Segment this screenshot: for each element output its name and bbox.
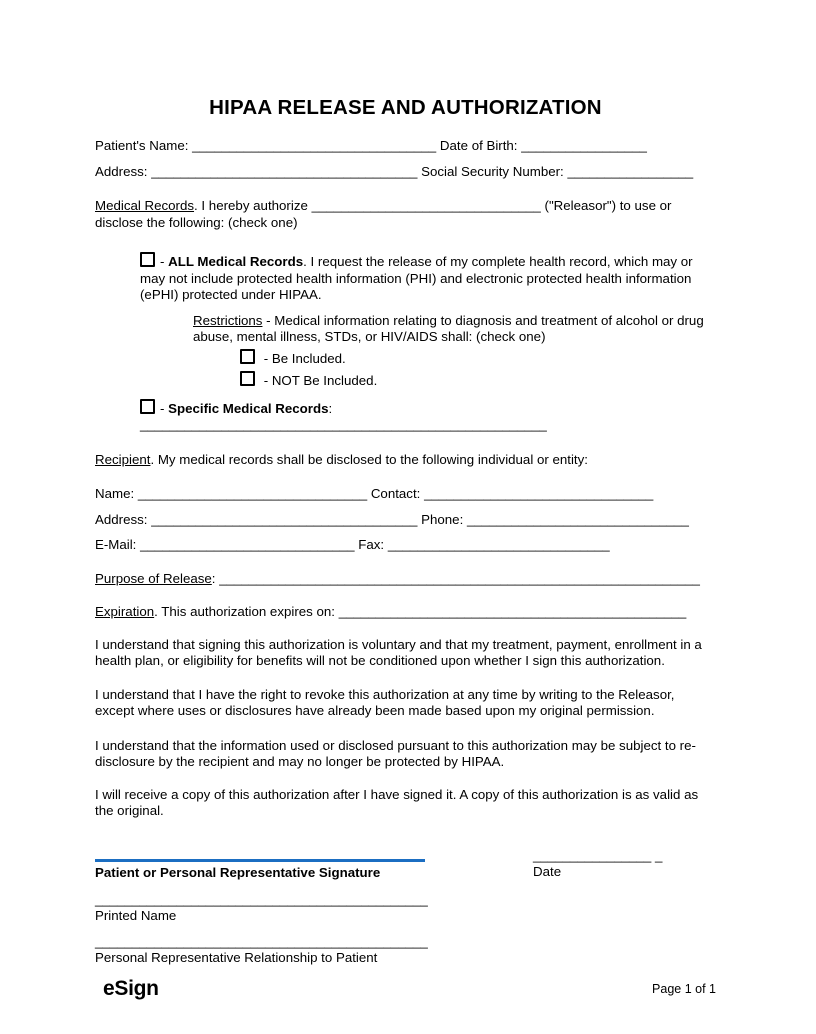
expiration-heading: Expiration [95,604,155,619]
patient-identity-row [95,138,716,155]
restriction-option-not-included [240,371,716,390]
all-medical-records-text: . I request the release of my complete health record, which may or may not include protected health information (PHI) and electronic protected health information (ePHI) protected under HIPAA. [140,254,693,302]
dob-blank: _________________ [521,138,647,153]
recipient-phone-label: Phone: [421,511,464,527]
relationship-blank: _____________________________________________ [95,933,428,949]
recipient-lead: . My medical records shall be disclosed to the following individual or entity: [150,451,588,467]
signature-label: Patient or Personal Representative Signature [95,864,381,880]
patient-name-blank: _________________________________ [192,138,437,153]
patient-name-label: Patient's Name: [95,138,189,153]
medical-records-heading: Medical Records [95,198,195,213]
page-footer [95,976,716,1000]
purpose-heading: Purpose of Release [95,570,212,586]
printed-name-label: Printed Name [95,907,177,923]
recipient-address-label: Address: [95,511,148,527]
signature-section [95,848,716,881]
recipient-address-blank: ____________________________________ [151,511,418,527]
recipient-name-row [95,486,716,503]
specific-medical-records-dash: - [160,400,169,416]
specific-medical-records-colon: : [328,400,333,416]
voluntary-paragraph: I understand that signing this authorization is voluntary and that my treatment, payment, enrollment in a health plan, or eligibility for benefits will not be conditioned upon whether I sign this authorization. [95,636,702,668]
page-title: HIPAA RELEASE AND AUTHORIZATION [209,96,602,119]
purpose-row [95,571,716,588]
specific-medical-records-option [140,399,700,434]
not-be-included-checkbox[interactable] [240,371,255,386]
patient-address-row [95,164,716,181]
restrictions-paragraph [193,313,716,346]
restriction-option-included [240,349,716,368]
copy-paragraph: I will receive a copy of this authorization after I have signed it. A copy of this authorization is as valid as the original. [95,786,699,818]
recipient-contact-blank: _______________________________ [424,486,654,501]
not-be-included-label: - NOT Be Included. [263,372,378,388]
address-label: Address: [95,163,148,179]
date-column [533,848,662,881]
recipient-fax-blank: ______________________________ [387,537,610,552]
expiration-lead: . This authorization expires on: [154,604,335,619]
recipient-contact-label: Contact: [370,486,421,501]
address-blank: ____________________________________ [151,163,418,179]
specific-medical-records-checkbox[interactable] [140,399,155,414]
recipient-email-label: E-Mail: [95,537,137,552]
recipient-paragraph [95,452,716,469]
specific-medical-records-label: Specific Medical Records [168,400,329,416]
signature-column [95,848,425,881]
signature-line[interactable] [95,859,425,862]
recipient-email-blank: _____________________________ [140,537,355,552]
medical-records-tail: ("Releasor") to use or disclose the following: (check one) [95,198,672,230]
recipient-name-blank: _______________________________ [137,486,368,501]
ssn-blank: _________________ [567,163,694,179]
esign-logo: eSign [103,976,159,1000]
relationship-block [95,934,716,965]
expiration-blank: _______________________________________________ [338,604,687,619]
restrictions-heading: Restrictions [193,312,263,328]
date-blank: ________________ _ [533,847,663,863]
recipient-name-label: Name: [95,486,135,501]
expiration-row [95,604,716,621]
releasor-blank: _______________________________ [311,198,541,213]
medical-records-paragraph [95,198,716,231]
all-medical-records-dash: - [160,254,169,269]
purpose-blank: _________________________________________________________________ [219,570,700,586]
recipient-address-row [95,512,716,529]
relationship-label: Personal Representative Relationship to Patient [95,949,378,965]
recipient-email-row [95,537,716,554]
purpose-colon: : [211,570,216,586]
date-label: Date [533,864,562,879]
all-medical-records-label: ALL Medical Records [168,254,304,269]
recipient-fax-label: Fax: [358,537,385,552]
printed-name-blank: _____________________________________________ [95,891,428,907]
recipient-phone-blank: ______________________________ [466,511,689,527]
specific-medical-records-blank: _______________________________________________________ [140,417,547,432]
restrictions-text: - Medical information relating to diagnosis and treatment of alcohol or drug abuse, mental illness, STDs, or HIV/AIDS shall: (check one) [193,312,704,344]
be-included-checkbox[interactable] [240,349,255,364]
dob-label: Date of Birth: [439,138,518,153]
be-included-label: - Be Included. [263,350,346,366]
printed-name-block [95,892,716,923]
redisclosure-paragraph: I understand that the information used or disclosed pursuant to this authorization may be subject to re-disclosure by the recipient and may no longer be protected by HIPAA. [95,737,696,769]
revoke-paragraph: I understand that I have the right to revoke this authorization at any time by writing to the Releasor, except where uses or disclosures have already been made based upon my original permission. [95,686,675,718]
medical-records-lead: . I hereby authorize [194,198,308,213]
ssn-label: Social Security Number: [421,163,564,179]
page-indicator: Page 1 of 1 [652,981,716,996]
recipient-heading: Recipient [95,451,151,467]
all-medical-records-checkbox[interactable] [140,252,155,267]
all-medical-records-option [140,252,700,304]
